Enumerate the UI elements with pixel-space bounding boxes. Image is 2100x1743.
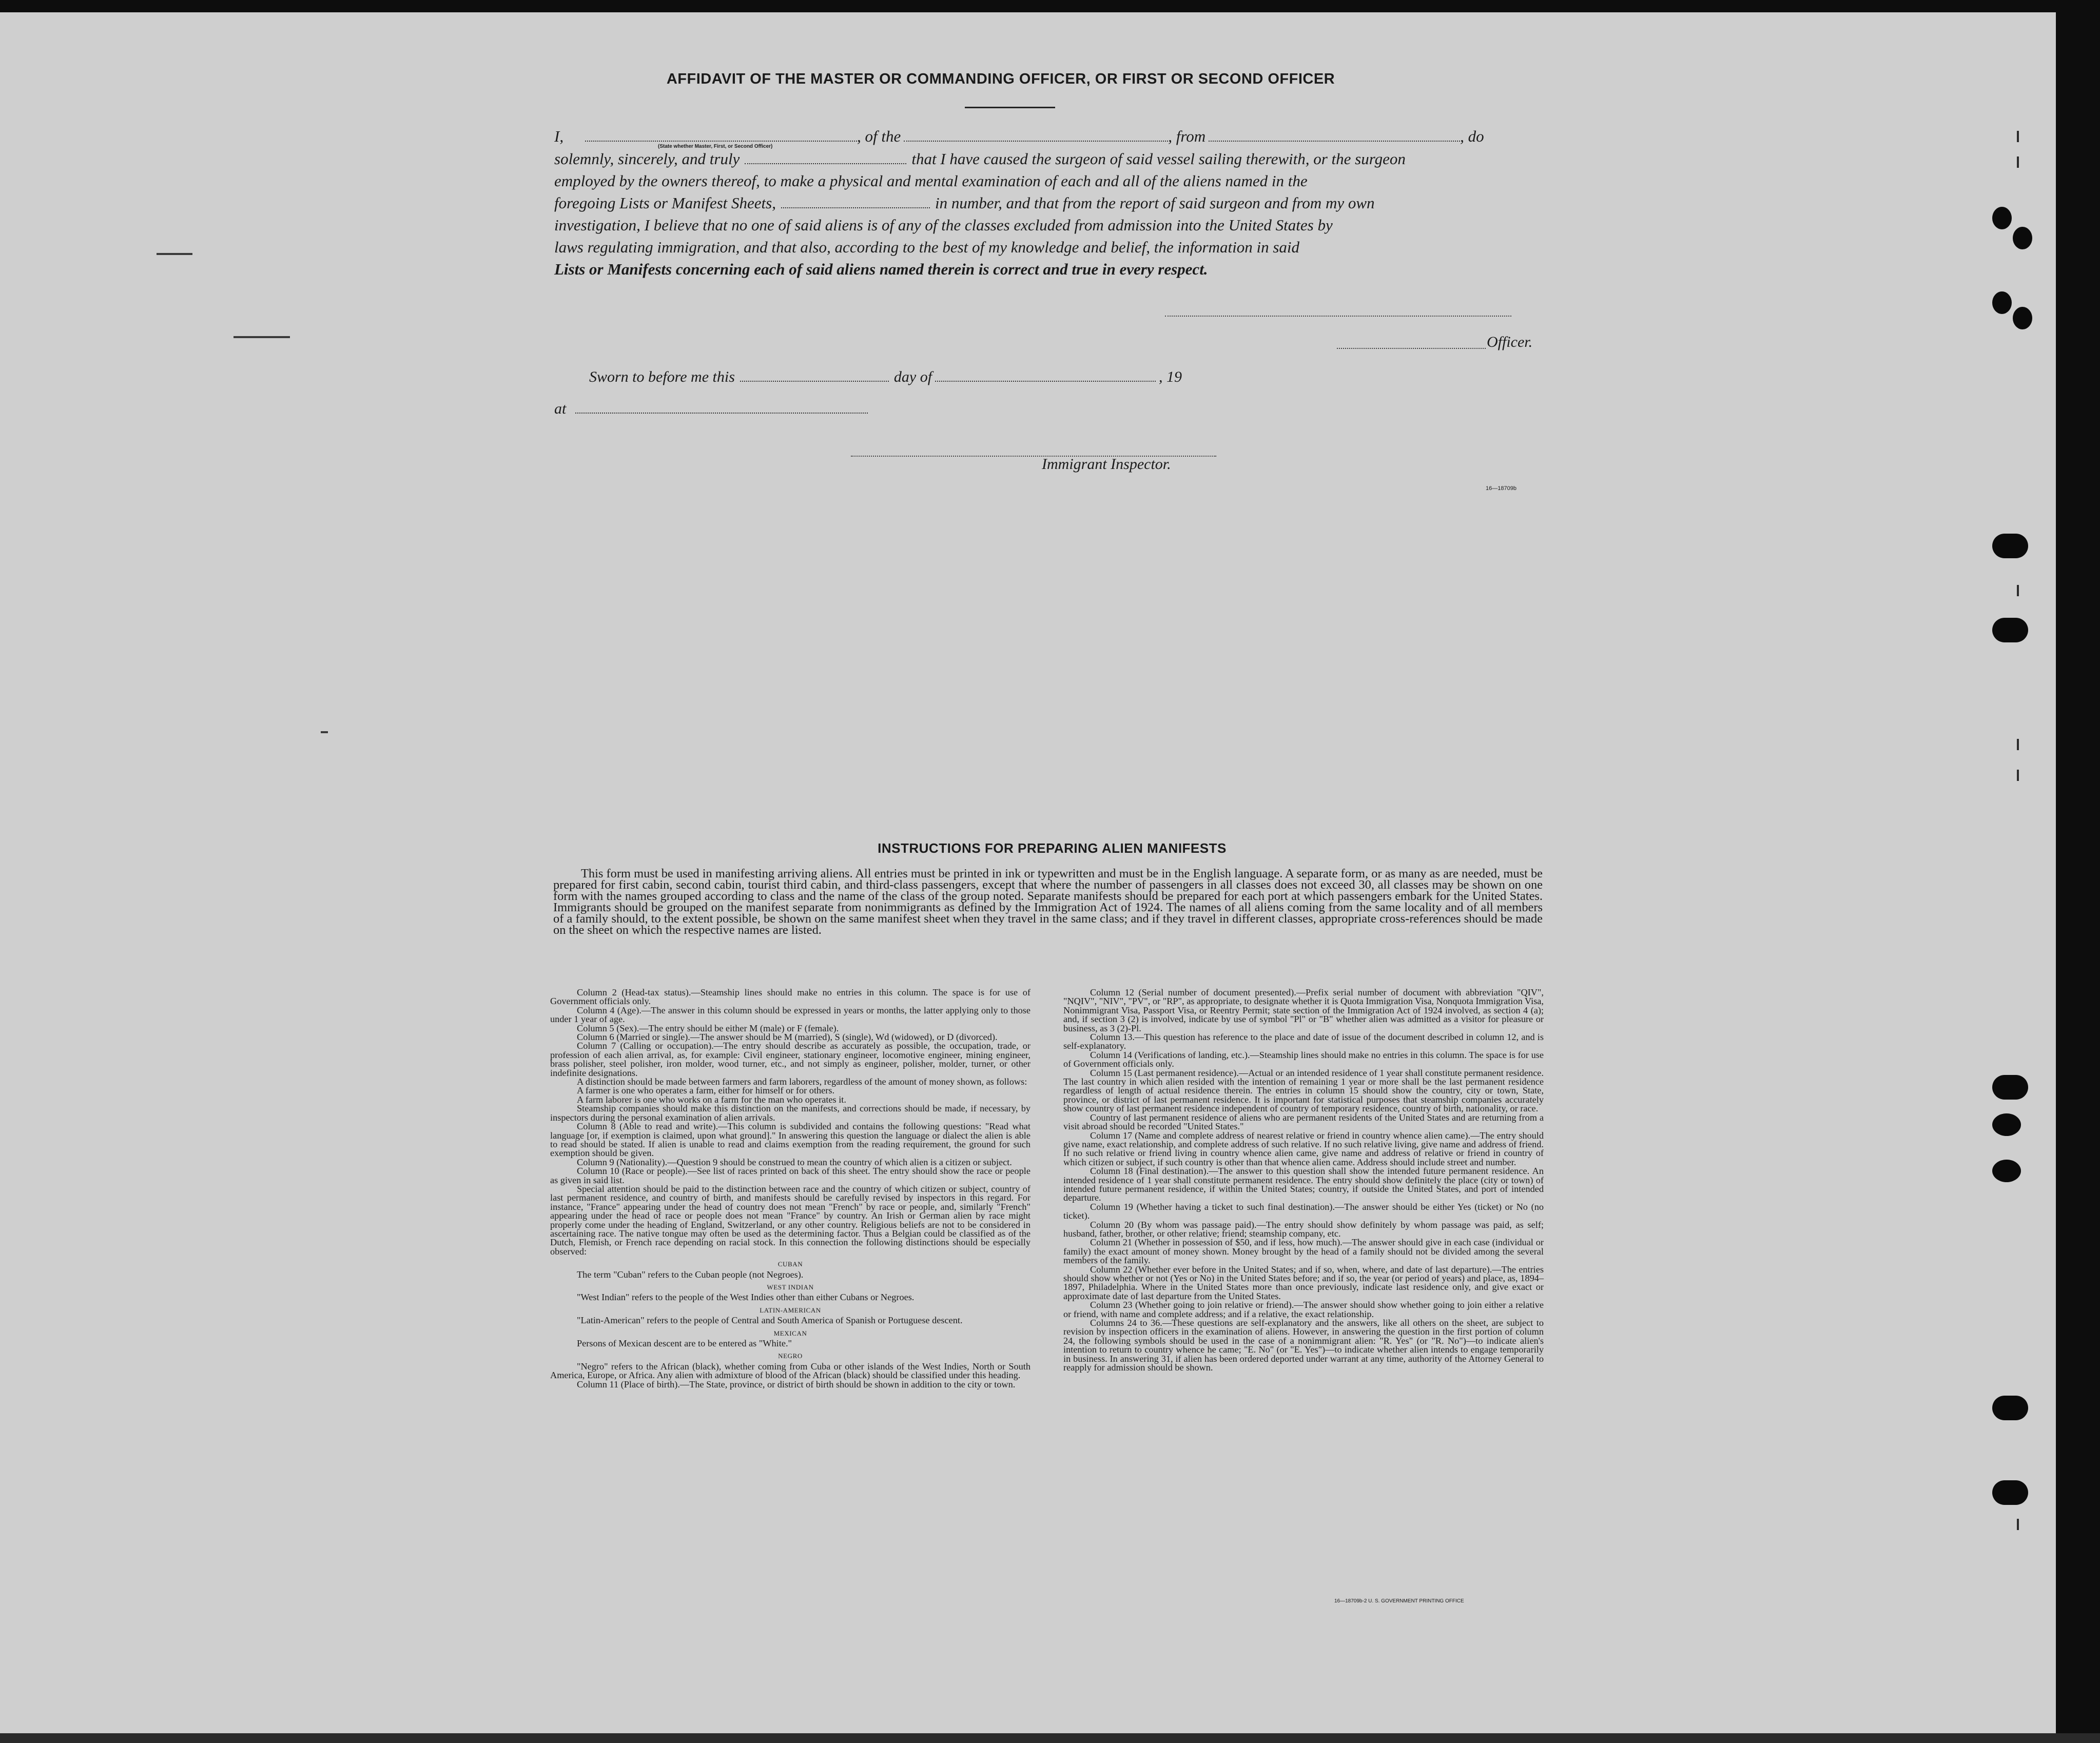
officer-label: Officer.: [1487, 334, 1533, 350]
punch-hole: [1992, 1480, 2028, 1505]
affidavit-text: that I have caused the surgeon of said vessel sailing therewith, or the surgeon: [911, 150, 1406, 168]
instruction-paragraph: "Latin-American" refers to the people of Central and South America of Spanish or Portuguese descent.: [577, 1315, 963, 1326]
scan-speck: [157, 253, 192, 255]
instructions-title: INSTRUCTIONS FOR PREPARING ALIEN MANIFESTS: [878, 840, 1227, 856]
instruction-paragraph: Column 12 (Serial number of document presented).—Prefix serial number of document with abbreviation "QIV", "NQIV", "NIV", "PV", or "RP", as appropriate, to designate whether it is Quota Immigration Visa, Nonquota Immigration Visa, Nonimmigrant Visa, Passport Visa, or Reentry Permit; state section of the Immigration Act of 1924 involved, as section 4 (a); and, if section 3 (2) is involved, indicate by use of symbol "Pl" or "B" whether alien was admitted as a visitor for pleasure or business, as 3 (2)-Pl.: [1063, 987, 1544, 1033]
instruction-paragraph: Country of last permanent residence of aliens who are permanent residents of the United States and are returning from a visit abroad should be recorded "United States.": [1063, 1112, 1544, 1132]
section-heading: NEGRO: [778, 1352, 803, 1360]
instruction-paragraph: Column 23 (Whether going to join relative or friend).—The answer should show whether going to join either a relative or friend, with name and complete address; and if a relative, the exact relationship.: [1063, 1300, 1544, 1319]
instruction-paragraph: Special attention should be paid to the distinction between race and the country of which citizen or subject, country of last permanent residence, and country of birth, and manifests should be carefully revised by inspectors in this regard. For instance, "France" appearing under the head of country does not mean "French" by race or people, and, similarly "French" appearing under the head of race or people does not mean "France" by country. An Irish or German alien by race might properly come under the heading of England, Switzerland, or any other country. Religious beliefs are not to be considered in ascertaining race. The native tongue may often be used as the determining factor. Thus a Belgian could be classified as of the Dutch, Flemish, or French race depending on racial stock. In this connection the following distinctions should be especially observed:: [550, 1183, 1030, 1257]
sworn-at-line: [554, 399, 868, 418]
section-heading: CUBAN: [777, 1260, 803, 1268]
instructions-left-column: [550, 988, 1030, 1389]
affidavit-text: in number, and that from the report of said surgeon and from my own: [935, 194, 1375, 212]
margin-mark: [2017, 1519, 2019, 1530]
instruction-paragraph: Column 21 (Whether in possession of $50, and if less, how much).—The answer should give in each case (individual or family) the exact amount of money shown. Money brought by the head of a family should not be divided among the several members of the family.: [1063, 1237, 1544, 1266]
affidavit-line-4: [554, 194, 1375, 212]
section-heading: MEXICAN: [773, 1329, 807, 1337]
port-blank[interactable]: [1209, 127, 1460, 142]
affidavit-text: foregoing Lists or Manifest Sheets,: [554, 194, 776, 212]
title-rule: [965, 107, 1055, 108]
sworn-month-blank[interactable]: [935, 367, 1156, 382]
scan-speck: [321, 731, 328, 733]
inspector-label: Immigrant Inspector.: [1042, 456, 1171, 473]
instruction-paragraph: Steamship companies should make this distinction on the manifests, and corrections should be made, if necessary, by inspectors during the personal examination of alien arrivals.: [550, 1103, 1030, 1123]
punch-hole: [1992, 207, 2012, 229]
instruction-paragraph: Column 7 (Calling or occupation).—The entry should describe as accurately as possible, the occupation, trade, or profession of each alien arrival, as, for example: Civil engineer, stationary engineer, locomotive engineer, mining engineer, brass polisher, steel polisher, iron molder, wood turner, etc., and not simply as engineer, polisher, molder, turner, or other indefinite designations.: [550, 1041, 1030, 1078]
instruction-paragraph: Column 4 (Age).—The answer in this column should be expressed in years or months, the latter applying only to those under 1 year of age.: [550, 1005, 1030, 1025]
instruction-paragraph: Persons of Mexican descent are to be entered as "White.": [577, 1338, 792, 1349]
instruction-paragraph: Column 19 (Whether having a ticket to such final destination).—The answer should be either Yes (ticket) or No (no ticket).: [1063, 1201, 1544, 1221]
punch-hole: [1992, 1075, 2028, 1100]
scan-speck: [234, 336, 290, 338]
sworn-line: [589, 367, 1182, 386]
section-heading: WEST INDIAN: [767, 1283, 814, 1291]
affidavit-line-7: Lists or Manifests concerning each of said aliens named therein is correct and true in every respect.: [554, 260, 1208, 278]
instruction-paragraph: A farm laborer is one who works on a farm for the man who operates it.: [577, 1094, 846, 1105]
instruction-paragraph: Column 20 (By whom was passage paid).—The entry should show definitely by whom passage was paid, as self; husband, father, brother, or other relative; friend; steamship company, etc.: [1063, 1219, 1544, 1239]
instruction-paragraph: Column 2 (Head-tax status).—Steamship lines should make no entries in this column. The space is for use of Government officials only.: [550, 987, 1030, 1007]
affidavit-line-5: investigation, I believe that no one of said aliens is of any of the classes excluded from admission into the United States by: [554, 216, 1333, 234]
affidavit-text: solemnly, sincerely, and truly: [554, 150, 740, 168]
instructions-right-column: [1063, 988, 1544, 1372]
affidavit-text: at: [554, 400, 567, 417]
instruction-paragraph: Column 13.—This question has reference to the place and date of issue of the document described in column 12, and is self-explanatory.: [1063, 1032, 1544, 1051]
scan-border-bottom: [0, 1733, 2100, 1743]
printing-office-footer: 16—18709b-2 U. S. GOVERNMENT PRINTING OFFICE: [1334, 1598, 1464, 1604]
instruction-paragraph: A farmer is one who operates a farm, either for himself or for others.: [577, 1085, 835, 1096]
punch-hole: [1992, 291, 2012, 314]
punch-hole: [1992, 1113, 2021, 1136]
margin-mark: [2017, 739, 2019, 750]
affidavit-text: , of the: [857, 127, 901, 145]
instruction-paragraph: Column 6 (Married or single).—The answer should be M (married), S (single), Wd (widowed), or D (divorced).: [577, 1032, 998, 1043]
instruction-paragraph: Column 22 (Whether ever before in the United States; and if so, when, where, and date of last departure).—The entries should show whether or not (Yes or No) in the United States before; and if so, the year (or period of years) and place, as, 1894–1897, Philadelphia. Where in the United States more than once previously, indicate last residence only, and give exact or approximate date of last departure from the United States.: [1063, 1264, 1544, 1301]
instruction-paragraph: Column 18 (Final destination).—The answer to this question shall show the intended future permanent residence. An intended residence of 1 year shall constitute permanent residence. The entry should show definitely the place (city or town) of intended future permanent residence, if within the United States; country, if outside the United States, and port of intended departure.: [1063, 1166, 1544, 1203]
section-heading: LATIN-AMERICAN: [760, 1306, 821, 1314]
instruction-paragraph: A distinction should be made between farmers and farm laborers, regardless of the amount of money shown, as follows:: [577, 1076, 1027, 1087]
officer-name-blank[interactable]: [585, 127, 857, 142]
affidavit-text: day of: [893, 368, 932, 385]
instruction-paragraph: Column 8 (Able to read and write).—This column is subdivided and contains the following questions: "Read what language [or, if exemption is claimed, upon what ground]." In answering this question the language or dialect the alien is able to read should be stated. If alien is unable to read and claims exemption from the reading requirement, the ground for such exemption should be given.: [550, 1121, 1030, 1159]
affidavit-text: , do: [1460, 127, 1484, 145]
affidavit-line-1: [554, 127, 1484, 146]
form-number: 16—18709b: [1486, 485, 1516, 492]
margin-mark: [2017, 585, 2019, 596]
punch-hole: [1992, 618, 2028, 642]
instruction-paragraph: Column 5 (Sex).—The entry should be either M (male) or F (female).: [577, 1023, 839, 1033]
vessel-name-blank[interactable]: [904, 127, 1168, 142]
affidavit-title: AFFIDAVIT OF THE MASTER OR COMMANDING OFFICER, OR FIRST OR SECOND OFFICER: [666, 71, 1335, 87]
instruction-paragraph: Column 9 (Nationality).—Question 9 should be construed to mean the country of which alien is a citizen or subject.: [577, 1157, 1012, 1167]
instructions-intro: This form must be used in manifesting arriving aliens. All entries must be printed in ink or typewritten and must be in the English language. A separate form, or as many as are needed, must be prepared for first cabin, second cabin, tourist third cabin, and third-class passengers, except that where the number of passengers in all classes does not exceed 30, all classes may be shown on one form with the names grouped according to class and the name of the class of the group noted. Separate manifests should be prepared for each port at which passengers embark for the United States. Immigrants should be grouped on the manifest separate from nonimmigrants as defined by the Immigration Act of 1924. The names of all aliens coming from the same locality and of all members of a family should, to the extent possible, be shown on the same manifest sheet when they travel in the same class; and if they travel in different classes, appropriate cross-references should be made on the sheet on which the respective names are listed.: [553, 867, 1543, 937]
affidavit-text: , 19: [1159, 368, 1182, 385]
instruction-paragraph: Column 15 (Last permanent residence).—Actual or an intended residence of 1 year shall constitute permanent residence. The last country in which alien resided with the intention of remaining 1 year or more shall be the last permanent residence regardless of length of actual residence therein. The entries in column 15 should show the country, city or town, State, province, or district of last permanent residence. It is important for statistical purposes that steamship companies accurately show country of last permanent residence independent of country of temporary residence, country of birth, nationality, or race.: [1063, 1067, 1544, 1114]
officer-rank-note: (State whether Master, First, or Second Officer): [658, 144, 773, 149]
margin-mark: [2017, 770, 2019, 781]
instruction-paragraph: Column 10 (Race or people).—See list of races printed on back of this sheet. The entry should show the race or people as given in said list.: [550, 1166, 1030, 1185]
instruction-paragraph: "West Indian" refers to the people of the West Indies other than either Cubans or Negroes.: [577, 1292, 915, 1303]
scan-border-right: [2056, 0, 2100, 1743]
punch-hole: [2013, 227, 2032, 249]
punch-hole: [1992, 1396, 2028, 1420]
instruction-paragraph: Column 14 (Verifications of landing, etc.).—Steamship lines should make no entries in this column. The space is for use of Government officials only.: [1063, 1049, 1544, 1069]
sworn-place-blank[interactable]: [575, 399, 868, 414]
margin-mark: [2017, 131, 2019, 142]
scan-border-top: [0, 0, 2100, 12]
alien-count-blank[interactable]: [781, 194, 930, 208]
margin-mark: [2017, 156, 2019, 168]
affidavit-text: Sworn to before me this: [589, 368, 735, 385]
rank-blank[interactable]: [745, 150, 906, 164]
instruction-paragraph: Column 17 (Name and complete address of nearest relative or friend in country whence alien came).—The entry should give name, exact relationship, and complete address of such relative. If no such relative living, give name and address of friend. If no such relative or friend living in country whence alien came, give name and address of relative or friend in country of which citizen or subject, if such country is other than that whence alien came. Address should include street and number.: [1063, 1130, 1544, 1167]
affidavit-line-3: employed by the owners thereof, to make a physical and mental examination of each and all of the aliens named in the: [554, 172, 1308, 190]
affidavit-line-2: [554, 150, 1406, 168]
officer-title-line[interactable]: [1337, 348, 1486, 349]
punch-hole: [1992, 1160, 2021, 1182]
instruction-paragraph: "Negro" refers to the African (black), whether coming from Cuba or other islands of the West Indies, North or South America, Europe, or Africa. Any alien with admixture of blood of the African (black) should be classified under this heading.: [550, 1361, 1030, 1381]
instruction-paragraph: Columns 24 to 36.—These questions are self-explanatory and the answers, like all others on the sheet, are subject to revision by inspection officers in the examination of aliens. However, in answering the question in the first portion of column 24, the following symbols should be used in the case of a nonimmigrant alien: "R. Yes" (or "R. No")—to indicate alien's intention to return to country whence he came; "E. No" (or "E. Yes")—to indicate whether alien intends to engage temporarily in business. In answering 31, if alien has been ordered deported under warrant at any time, authority of the Attorney General to reapply for admission should be shown.: [1063, 1318, 1544, 1373]
punch-hole: [2013, 307, 2032, 329]
sworn-day-blank[interactable]: [740, 367, 889, 382]
affidavit-line-6: laws regulating immigration, and that also, according to the best of my knowledge and belief, the information in said: [554, 238, 1300, 256]
instruction-paragraph: Column 11 (Place of birth).—The State, province, or district of birth should be shown in addition to the city or town.: [577, 1379, 1016, 1389]
instruction-paragraph: The term "Cuban" refers to the Cuban people (not Negroes).: [577, 1269, 804, 1280]
punch-hole: [1992, 534, 2028, 558]
officer-signature-line[interactable]: [1165, 316, 1511, 317]
affidavit-text: , from: [1168, 127, 1206, 145]
affidavit-text: I,: [554, 127, 564, 145]
